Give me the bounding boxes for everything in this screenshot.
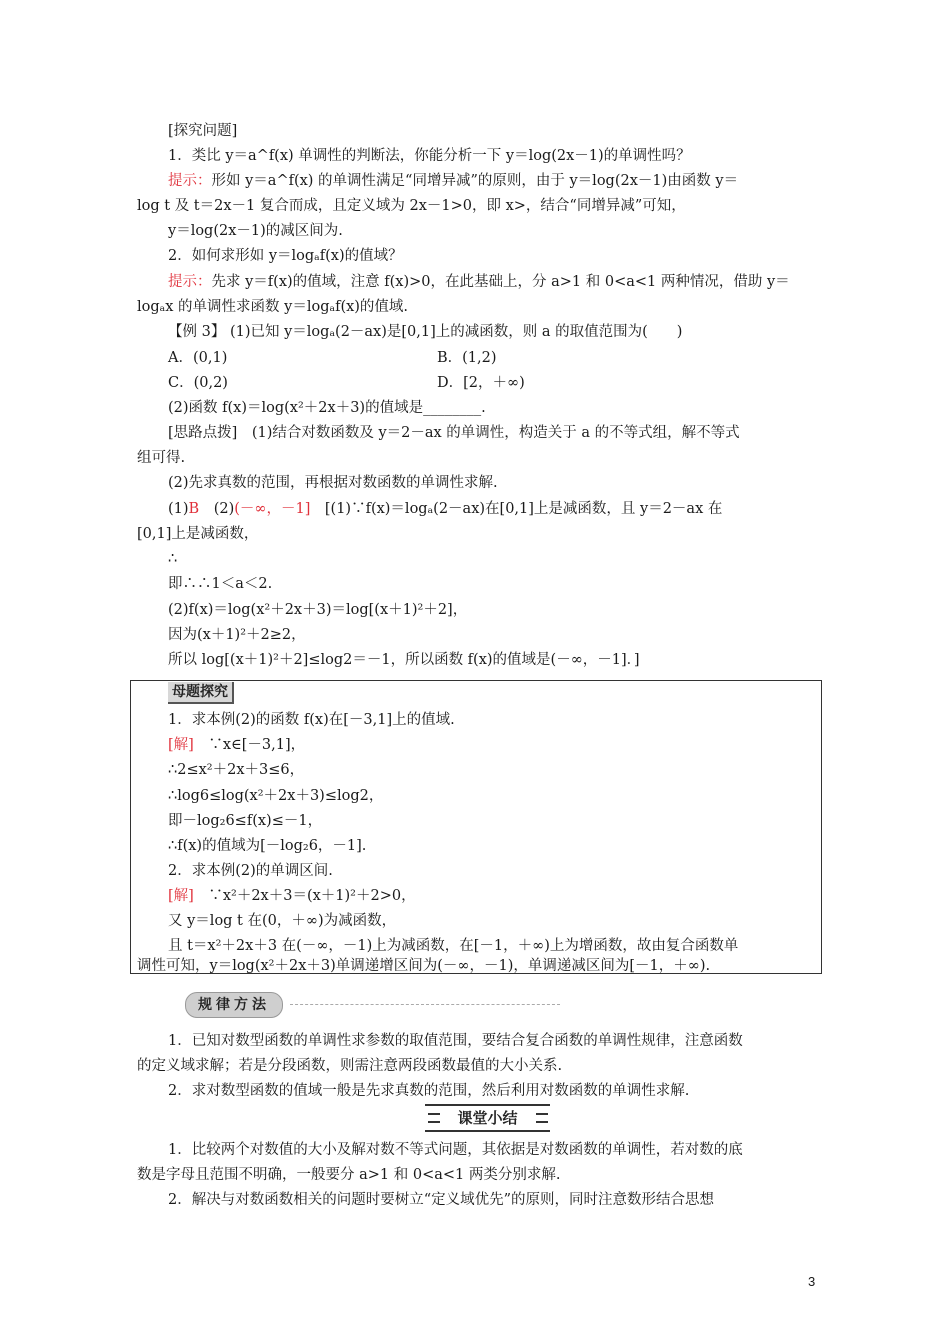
mother-answer-1-line-2: ∴2≤x²＋2x＋3≤6， — [168, 762, 305, 778]
thought-line-1: [思路点拨] (1)结合对数函数及 y＝2－ax 的单调性，构造关于 a 的不等式组，解不等式 — [168, 425, 740, 441]
example-3-question-1: 【例 3】 (1)已知 y＝logₐ(2－ax)是[0,1]上的减函数，则 a 的取值范围为( ) — [168, 324, 683, 340]
solution-line-4: (2)f(x)＝log(x²＋2x＋3)＝log[(x＋1)²＋2]， — [168, 602, 468, 618]
method-2: 2．求对数型函数的值域一般是先求真数的范围，然后利用对数函数的单调性求解. — [168, 1083, 690, 1099]
solution-label: [解] — [168, 888, 194, 904]
example-label: 【例 3】 — [168, 324, 226, 340]
method-1-line-2: 的定义域求解；若是分段函数，则需注意两段函数最值的大小关系. — [137, 1058, 563, 1074]
example-3-question-2: (2)函数 f(x)＝log(x²＋2x＋3)的值域是________. — [168, 400, 486, 416]
thought-line-3: (2)先求真数的范围，再根据对数函数的单调性求解. — [168, 475, 498, 491]
explore-question-2: 2．如何求形如 y＝logₐf(x)的值域？ — [168, 248, 403, 264]
hint-label: 提示： — [168, 274, 212, 290]
solution-line-5: 因为(x＋1)²＋2≥2， — [168, 627, 306, 643]
solution-label: [解] — [168, 737, 194, 753]
hint-label: 提示： — [168, 173, 212, 189]
explore-heading: [探究问题] — [168, 123, 238, 139]
mother-answer-2-line-2: 又 y＝log t 在(0，＋∞)为减函数， — [168, 913, 397, 929]
option-b: B．(1,2) — [437, 350, 497, 366]
summary-2-line-1: 2．解决与对数函数相关的问题时要树立“定义域优先”的原则，同时注意数形结合思想 — [168, 1192, 715, 1208]
hint-1-line-2: log t 及 t＝2x－1 复合而成，且定义域为 2x－1>0，即 x>，结合“同增异减”可知， — [137, 198, 686, 214]
mother-answer-2-line-1: [解] ∵x²＋2x＋3＝(x＋1)²＋2>0， — [168, 888, 416, 904]
answer-line: (1)B (2)(－∞，－1] [(1)∵f(x)＝logₐ(2－ax)在[0,1]上是减函数，且 y＝2－ax 在 — [168, 501, 723, 517]
solution-line-1: [0,1]上是减函数， — [137, 526, 259, 542]
answer-2: (－∞，－1] — [234, 501, 311, 517]
mother-question-2: 2．求本例(2)的单调区间. — [168, 863, 333, 879]
mother-question-1: 1．求本例(2)的函数 f(x)在[－3,1]上的值域. — [168, 712, 455, 728]
option-d: D．[2，＋∞) — [437, 375, 525, 391]
mother-problem-tag: 母题探究 — [168, 682, 234, 704]
hint-1-line-1: 提示：形如 y＝a^f(x) 的单调性满足“同增异减”的原则，由于 y＝log(2x－1)由函数 y＝ — [168, 173, 739, 189]
summary-1-line-1: 1．比较两个对数值的大小及解对数不等式问题，其依据是对数函数的单调性，若对数的底 — [168, 1142, 743, 1158]
option-c: C．(0,2) — [168, 375, 228, 391]
hint-1-line-3: y＝log(2x－1)的减区间为. — [168, 223, 343, 239]
page-number: 3 — [808, 1274, 816, 1289]
solution-line-6: 所以 log[(x＋1)²＋2]≤log2＝－1，所以函数 f(x)的值域是(－∞，－1]．] — [168, 652, 640, 668]
hint-2-line-2: logₐx 的单调性求函数 y＝logₐf(x)的值域. — [137, 299, 409, 315]
mother-answer-2-line-3: 且 t＝x²＋2x＋3 在(－∞，－1)上为减函数，在[－1，＋∞)上为增函数，故由复合函数单 — [168, 938, 739, 954]
mother-answer-2-line-4: 调性可知，y＝log(x²＋2x＋3)单调递增区间为(－∞，－1)，单调递减区间为[－1，＋∞). — [137, 958, 711, 974]
summary-ornament-right — [536, 1113, 548, 1123]
mother-answer-1-line-4: 即－log₂6≤f(x)≤－1， — [168, 813, 323, 829]
solution-line-3: 即∴∴1＜a＜2. — [168, 576, 273, 592]
mother-answer-1-line-1: [解] ∵x∈[－3,1]， — [168, 737, 306, 753]
method-divider — [290, 1004, 560, 1005]
explore-question-1: 1．类比 y＝a^f(x) 单调性的判断法，你能分析一下 y＝log(2x－1)的单调性吗？ — [168, 148, 691, 164]
thought-line-2: 组可得. — [137, 450, 186, 466]
hint-2-line-1: 提示：先求 y＝f(x)的值域，注意 f(x)>0，在此基础上，分 a>1 和 0<a<1 两种情况，借助 y＝ — [168, 274, 790, 290]
method-1-line-1: 1．已知对数型函数的单调性求参数的取值范围，要结合复合函数的单调性规律，注意函数 — [168, 1033, 743, 1049]
mother-answer-1-line-5: ∴f(x)的值域为[－log₂6，－1]. — [168, 838, 367, 854]
method-tag: 规律方法 — [185, 992, 283, 1018]
summary-tag: 课堂小结 — [425, 1104, 550, 1132]
option-a: A．(0,1) — [168, 350, 228, 366]
mother-answer-1-line-3: ∴log6≤log(x²＋2x＋3)≤log2， — [168, 788, 384, 804]
summary-1-line-2: 数是字母且范围不明确，一般要分 a>1 和 0<a<1 两类分别求解. — [137, 1167, 561, 1183]
solution-line-2: ∴ — [168, 551, 178, 567]
answer-1: B — [188, 501, 200, 517]
